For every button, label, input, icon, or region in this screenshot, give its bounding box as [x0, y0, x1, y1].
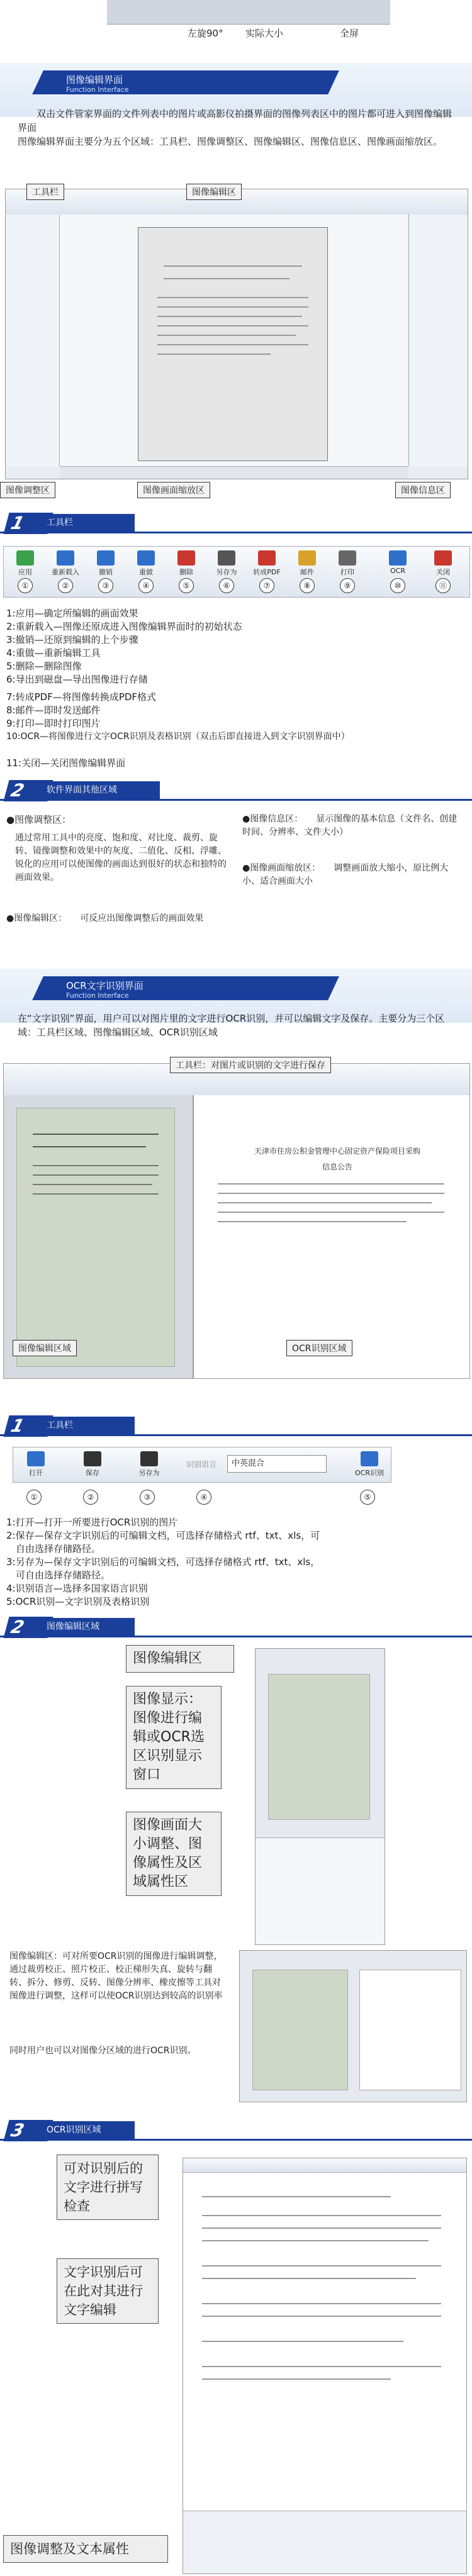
- ocr-item-3: 3:另存为—保存文字识别后的可编辑文档，可选择存储格式 rtf、txt、xls，: [6, 1556, 320, 1568]
- ocr-num-2: ②: [83, 1490, 98, 1505]
- zoom-area-callout: 图像画面缩放区: [137, 482, 210, 498]
- text-edit-callout: 文字识别后可在此对其进行文字编辑: [57, 2258, 159, 2324]
- num-10: ⑩: [390, 578, 405, 593]
- num-5: ⑤: [179, 578, 194, 593]
- save-as-button[interactable]: 另存为: [210, 550, 243, 577]
- banner-title: 图像编辑界面: [66, 74, 123, 86]
- ocr-recog-callout: OCR识别区域: [286, 1340, 352, 1356]
- other-areas-label: 软件界面其他区域: [38, 781, 160, 799]
- section1-intro2: 图像编辑界面主要分为五个区域：工具栏、图像调整区、图像编辑区、图像信息区、图像画面缩放区。: [18, 136, 443, 147]
- toolbar-item-5: 5:删除—删除图像: [6, 661, 82, 672]
- other-areas-header: [0, 780, 472, 805]
- ocr-toolbar-header: [0, 1415, 472, 1441]
- ocr-recog-header: [0, 2120, 472, 2145]
- toolbar-header: [0, 513, 472, 538]
- document-page: [138, 227, 328, 461]
- ocr-doc-title: 天津市住房公积金管理中心固定资产保险项目采购: [254, 1147, 420, 1156]
- num-4: ④: [138, 578, 154, 593]
- ocr-item-5: 5:OCR识别—文字识别及表格识别: [6, 1596, 150, 1607]
- disk-icon: [218, 550, 235, 566]
- print-button[interactable]: 打印: [331, 550, 364, 577]
- toolbar-item-8: 8:邮件—即时发送邮件: [6, 705, 101, 716]
- disk-icon: [140, 1451, 158, 1466]
- mail-icon: [298, 550, 316, 566]
- num-7: ⑦: [259, 578, 274, 593]
- ocr-toolbar-label: 工具栏: [38, 1417, 135, 1434]
- ocr-edit-callout: 图像编辑区域: [13, 1340, 77, 1356]
- ocr-edit-desc: 图像编辑区：可对所要OCR识别的图像进行编辑调整，通过裁剪校正、照片校正、校正梯形失真、旋转与翻转、拆分、修剪、反转、图像分辨率、橡皮擦等工具对图像进行调整，这样可以使OCR识别达到较高的识别率: [9, 1951, 223, 2001]
- undo-button[interactable]: 撤销: [89, 550, 122, 577]
- delete-icon: [177, 550, 195, 566]
- toolbar-item-4: 4:重做—重新编辑工具: [6, 647, 101, 659]
- num-11: ⑪: [435, 578, 451, 593]
- close-icon: [434, 550, 452, 566]
- delete-button[interactable]: 删除: [170, 550, 203, 577]
- ocr-edit-header: [0, 1617, 472, 1642]
- ocr-text-pane: [194, 1095, 469, 1378]
- other-areas-badge: 2: [3, 780, 53, 801]
- ocr-icon: [389, 550, 407, 566]
- mail-button[interactable]: 邮件: [291, 550, 323, 577]
- check-icon: [16, 550, 34, 566]
- ocr-intro: 在“文字识别”界面，用户可以对图片里的文字进行OCR识别，并可以编辑文字及保存。主要分为三个区域：工具栏区域、图像编辑区域、OCR识别区域: [18, 1013, 445, 1038]
- ocr-banner-title: OCR文字识别界面: [66, 980, 143, 991]
- adjust-panel: [6, 215, 60, 466]
- toolbar-callout: 工具栏: [26, 184, 64, 200]
- ocr-save-button[interactable]: 保存: [76, 1451, 109, 1478]
- fullscreen-label: 全屏: [340, 28, 359, 39]
- info-area-desc: ●图像信息区： 显示图像的基本信息（文件名、创建时间、分辨率、文件大小）: [242, 814, 458, 837]
- reload-button[interactable]: 重新载入: [49, 550, 82, 577]
- open-button[interactable]: 打开: [20, 1451, 52, 1478]
- redo-button[interactable]: 重做: [130, 550, 162, 577]
- zoom-bar[interactable]: [60, 466, 408, 479]
- ocr-edit-area-callout: 图像编辑区: [126, 1645, 234, 1673]
- lang-label: 识别语言: [186, 1460, 217, 1469]
- ocr-screenshot: [3, 1063, 470, 1379]
- toolbar-item-3: 3:撤销—还原到编辑的上个步骤: [6, 634, 138, 645]
- ocr-save-as-button[interactable]: 另存为: [133, 1451, 166, 1478]
- apply-button[interactable]: 应用: [9, 550, 42, 577]
- printer-icon: [339, 550, 356, 566]
- toolbar-item-9: 9:打印—即时打印图片: [6, 718, 101, 729]
- edit-area-desc: ●图像编辑区： 可反应出图像调整后的画面效果: [6, 913, 204, 923]
- folder-icon: [27, 1451, 45, 1466]
- banner-subtitle: Function Interface: [66, 86, 129, 94]
- ocr-zoom-callout: 图像画面大小调整、图像属性及区域属性区: [126, 1812, 222, 1896]
- spell-check-callout: 可对识别后的文字进行拼写检查: [57, 2155, 159, 2220]
- adjust-area-title: ●图像调整区：: [6, 814, 72, 825]
- ocr-num-1: ①: [26, 1490, 42, 1505]
- text-props-callout: 图像调整及文本属性: [3, 2535, 168, 2563]
- edit-area-callout: 图像编辑区: [186, 184, 242, 200]
- top-strip: [0, 0, 472, 50]
- redo-icon: [137, 550, 155, 566]
- ocr-source-image: [16, 1108, 175, 1367]
- ocr-item-4: 4:识别语言—选择多国家语言识别: [6, 1583, 148, 1594]
- num-8: ⑧: [300, 578, 315, 593]
- toolbar-item-1: 1:应用—确定所编辑的画面效果: [6, 608, 138, 619]
- lang-select[interactable]: 中英混合: [227, 1455, 327, 1473]
- zoom-area-desc: ●图像画面缩放区： 调整画面放大缩小，原比例大小、适合画面大小: [242, 863, 449, 886]
- top-image-strip: [107, 0, 390, 25]
- ocr-recog-label: OCR识别区域: [38, 2121, 135, 2139]
- ocr-edit-screenshot-2: [239, 1950, 467, 2102]
- ocr-edit-desc2: 同时用户也可以对图像分区域的进行OCR识别。: [9, 2046, 196, 2056]
- ocr-doc-sub: 信息公告: [322, 1163, 352, 1171]
- ocr-num-4: ④: [196, 1490, 211, 1505]
- rotate-left-label: 左旋90°: [188, 28, 223, 39]
- num-2: ②: [58, 578, 73, 593]
- num-6: ⑥: [219, 578, 234, 593]
- toolbar-header-badge: 1: [3, 513, 53, 534]
- num-9: ⑨: [340, 578, 355, 593]
- ocr-num-5: ⑤: [360, 1490, 375, 1505]
- info-panel: [408, 215, 468, 466]
- adjust-area-body: 通过常用工具中的亮度、饱和度、对比度、裁剪、旋转、镜像调整和效果中的灰度、二值化、反相、浮雕、锐化的应用可以使图像的画面达到很好的状态和独特的画面效果。: [15, 833, 227, 883]
- ocr-edit-screenshot-1: [255, 1648, 385, 1945]
- ocr-button[interactable]: OCR: [381, 550, 414, 575]
- pdf-icon: [258, 550, 276, 566]
- ocr-banner-subtitle: Function Interface: [66, 991, 129, 1000]
- ocr-item-2b: 自由选择存储路径。: [6, 1543, 101, 1554]
- ocr-edit-label: 图像编辑区域: [38, 1618, 135, 1636]
- ocr-toolbar-badge: 1: [3, 1415, 53, 1437]
- num-3: ③: [98, 578, 113, 593]
- info-area-callout: 图像信息区: [395, 482, 451, 498]
- num-1: ①: [18, 578, 33, 593]
- ocr-item-3b: 可自由选择存储路径。: [6, 1570, 111, 1581]
- toolbar-item-11: 11:关闭—关闭图像编辑界面: [6, 757, 126, 769]
- ocr-recog-badge: 3: [3, 2120, 53, 2141]
- toolbar-strip: [3, 546, 470, 598]
- toolbar-item-6: 6:导出到磁盘—导出图像进行存储: [6, 674, 148, 685]
- ocr-item-1: 1:打开—打开一所要进行OCR识别的图片: [6, 1517, 178, 1528]
- ocr-num-3: ③: [140, 1490, 155, 1505]
- reload-icon: [57, 550, 74, 566]
- toolbar-header-label: 工具栏: [38, 514, 135, 532]
- adjust-area-callout: 图像调整区: [0, 482, 55, 498]
- toolbar-item-2: 2:重新载入—图像还原成进入图像编辑界面时的初始状态: [6, 621, 242, 632]
- close-button[interactable]: 关闭: [427, 550, 459, 577]
- ocr-toolbar-strip: [13, 1447, 391, 1483]
- toolbar-item-10: 10:OCR—将图像进行文字OCR识别及表格识别（双击后即直接进入到文字识别界面中）: [6, 732, 350, 742]
- ocr-edit-badge: 2: [3, 1617, 53, 1638]
- toolbar-item-7: 7:转成PDF—将图像转换成PDF格式: [6, 691, 157, 703]
- actual-size-label: 实际大小: [245, 28, 284, 39]
- ocr-icon: [361, 1451, 378, 1466]
- ocr-item-2: 2:保存—保存文字识别后的可编辑文档，可选择存储格式 rtf、txt、xls，可: [6, 1530, 320, 1541]
- ocr-toolbar-callout: 工具栏：对图片或识别的文字进行保存: [170, 1057, 331, 1073]
- ocr-display-callout: 图像显示：图像进行编辑或OCR选区识别显示窗口: [126, 1686, 222, 1789]
- ocr-recog-screenshot: [183, 2158, 467, 2574]
- disk-icon: [84, 1451, 101, 1466]
- image-edit-screenshot: [5, 189, 468, 479]
- to-pdf-button[interactable]: 转成PDF: [250, 550, 283, 577]
- undo-icon: [97, 550, 115, 566]
- ocr-recognize-button[interactable]: OCR识别: [353, 1451, 386, 1478]
- section1-intro: 双击文件管家界面的文件列表中的图片或高影仪拍摄界面的图像列表区中的图片都可进入到图像编辑界面: [18, 108, 452, 133]
